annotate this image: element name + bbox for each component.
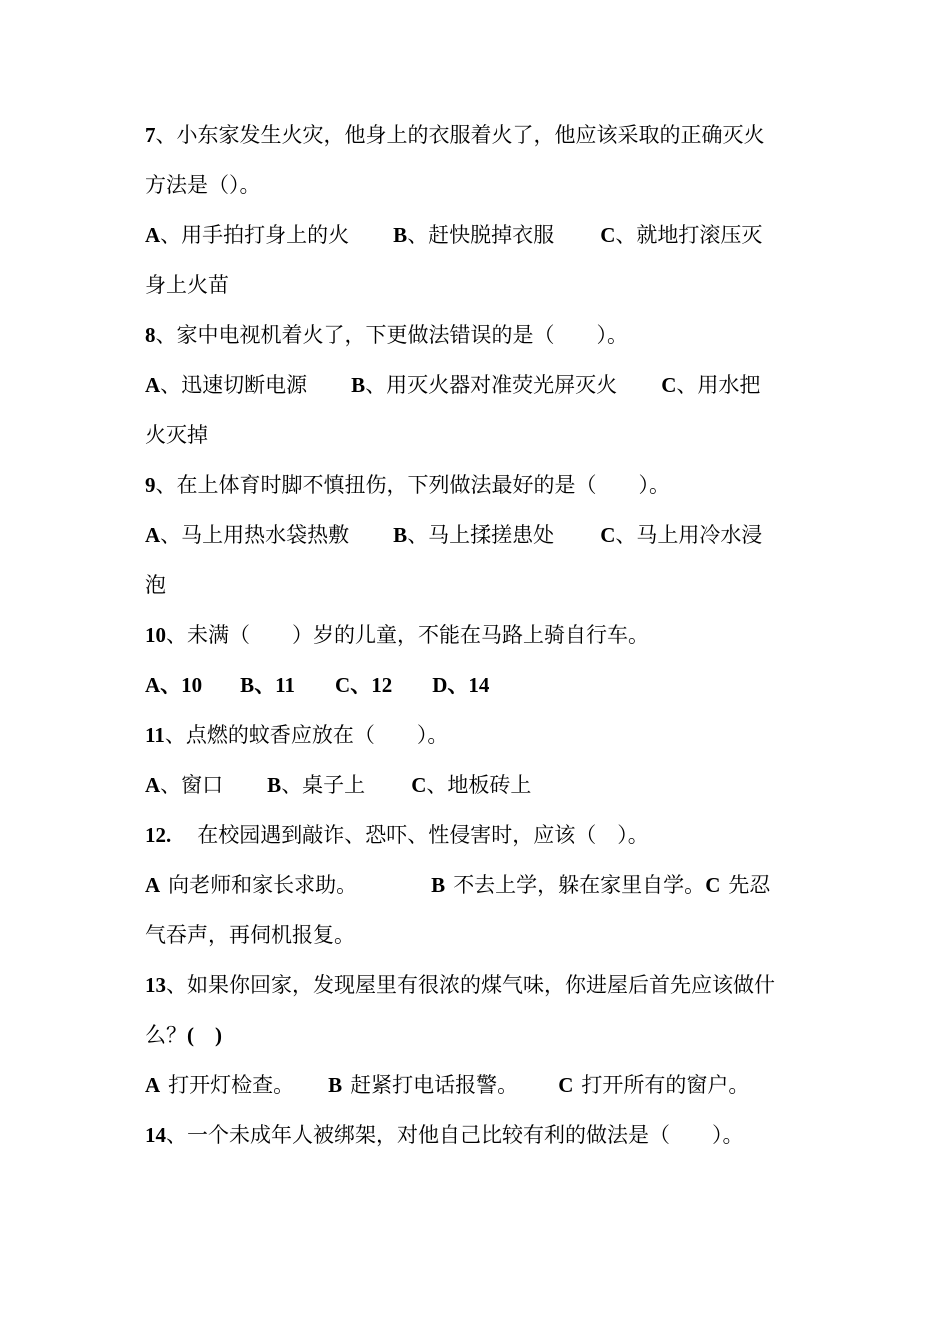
option-letter: C <box>600 523 616 547</box>
option-letter: C <box>705 873 721 897</box>
option-letter: B <box>393 223 408 247</box>
question-text: 、未满（ ）岁的儿童，不能在马路上骑自行车。 <box>166 623 649 647</box>
option-letter: B <box>431 873 446 897</box>
option-c: 打开所有的窗户。 <box>581 1073 750 1097</box>
option-letter: C <box>411 773 427 797</box>
option-letter: D <box>432 673 448 697</box>
option-letter: C <box>661 373 677 397</box>
question-dot: . <box>166 823 172 847</box>
question-text: 方法是（）。 <box>145 173 261 197</box>
option-b: 赶紧打电话报警。 <box>350 1073 519 1097</box>
option-a: 、迅速切断电源 <box>160 373 308 397</box>
question-text: 在校园遇到敲诈、恐吓、性侵害时，应该（ ）。 <box>197 823 649 847</box>
question-9 <box>145 460 810 510</box>
option-letter: A <box>145 373 161 397</box>
question-7-options-cont <box>145 260 810 310</box>
option-letter: B <box>328 1073 343 1097</box>
option-a: 、用手拍打身上的火 <box>160 223 350 247</box>
document-page <box>145 110 810 1160</box>
option-letter: A <box>145 223 161 247</box>
option-b: 、马上揉搓患处 <box>407 523 555 547</box>
option-letter: C <box>600 223 616 247</box>
option-c: 、地板砖上 <box>426 773 532 797</box>
question-number: 7 <box>145 123 156 147</box>
option-b: 不去上学，躲在家里自学。 <box>453 873 706 897</box>
option-letter: B <box>240 673 255 697</box>
option-c: 、马上用冷水浸 <box>615 523 763 547</box>
option-c: 、就地打滚压灭 <box>615 223 763 247</box>
question-number: 14 <box>145 1123 166 1147</box>
option-b: 、用灭火器对准荧光屏灭火 <box>365 373 618 397</box>
question-9-options-cont <box>145 560 810 610</box>
option-letter: B <box>393 523 408 547</box>
question-11 <box>145 710 810 760</box>
option-letter: A <box>145 1073 161 1097</box>
question-8-options-cont <box>145 410 810 460</box>
question-number: 11 <box>145 723 165 747</box>
option-b: 、桌子上 <box>281 773 366 797</box>
question-13 <box>145 960 810 1010</box>
option-letter: C <box>335 673 351 697</box>
question-13-options <box>145 1060 810 1110</box>
option-c: 泡 <box>145 573 166 597</box>
option-c: 、12 <box>350 673 393 697</box>
option-c: 身上火苗 <box>145 273 229 297</box>
option-a: 、马上用热水袋热敷 <box>160 523 350 547</box>
question-10 <box>145 610 810 660</box>
question-12 <box>145 810 810 860</box>
question-text: 、家中电视机着火了，下更做法错误的是（ ）。 <box>155 323 628 347</box>
question-13-cont <box>145 1010 810 1060</box>
option-a: 、10 <box>160 673 203 697</box>
question-number: 9 <box>145 473 156 497</box>
question-text: 、在上体育时脚不慎扭伤，下列做法最好的是（ ）。 <box>155 473 670 497</box>
question-number: 12 <box>145 823 166 847</box>
option-letter: A <box>145 873 161 897</box>
option-b: 、11 <box>254 673 296 697</box>
option-a: 、窗口 <box>160 773 224 797</box>
question-8 <box>145 310 810 360</box>
answer-paren: ( ) <box>187 1023 222 1047</box>
option-b: 、赶快脱掉衣服 <box>407 223 555 247</box>
question-number: 13 <box>145 973 166 997</box>
question-12-options <box>145 860 810 910</box>
option-letter: A <box>145 523 161 547</box>
option-c: 先忍 <box>728 873 771 897</box>
option-letter: C <box>558 1073 574 1097</box>
question-7 <box>145 110 810 160</box>
question-12-options-cont <box>145 910 810 960</box>
question-9-options <box>145 510 810 560</box>
option-c: 、用水把 <box>676 373 761 397</box>
question-8-options <box>145 360 810 410</box>
question-text: 、点燃的蚊香应放在（ ）。 <box>164 723 449 747</box>
question-number: 8 <box>145 323 156 347</box>
option-c: 火灭掉 <box>145 423 208 447</box>
option-letter: A <box>145 773 161 797</box>
question-number: 10 <box>145 623 166 647</box>
question-14 <box>145 1110 810 1160</box>
question-text: 、一个未成年人被绑架，对他自己比较有利的做法是（ ）。 <box>166 1123 744 1147</box>
question-7-options <box>145 210 810 260</box>
option-letter: A <box>145 673 161 697</box>
question-text: 、如果你回家，发现屋里有很浓的煤气味，你进屋后首先应该做什 <box>166 973 775 997</box>
question-11-options <box>145 760 810 810</box>
option-letter: B <box>351 373 366 397</box>
question-text: 么？ <box>145 1023 187 1047</box>
option-d: 、14 <box>447 673 490 697</box>
question-10-options <box>145 660 810 710</box>
option-letter: B <box>267 773 282 797</box>
option-a: 向老师和家长求助。 <box>168 873 358 897</box>
question-7-cont <box>145 160 810 210</box>
question-text: 、小东家发生火灾，他身上的衣服着火了，他应该采取的正确灭火 <box>155 123 765 147</box>
option-a: 打开灯检查。 <box>168 1073 295 1097</box>
option-c: 气吞声，再伺机报复。 <box>145 923 355 947</box>
